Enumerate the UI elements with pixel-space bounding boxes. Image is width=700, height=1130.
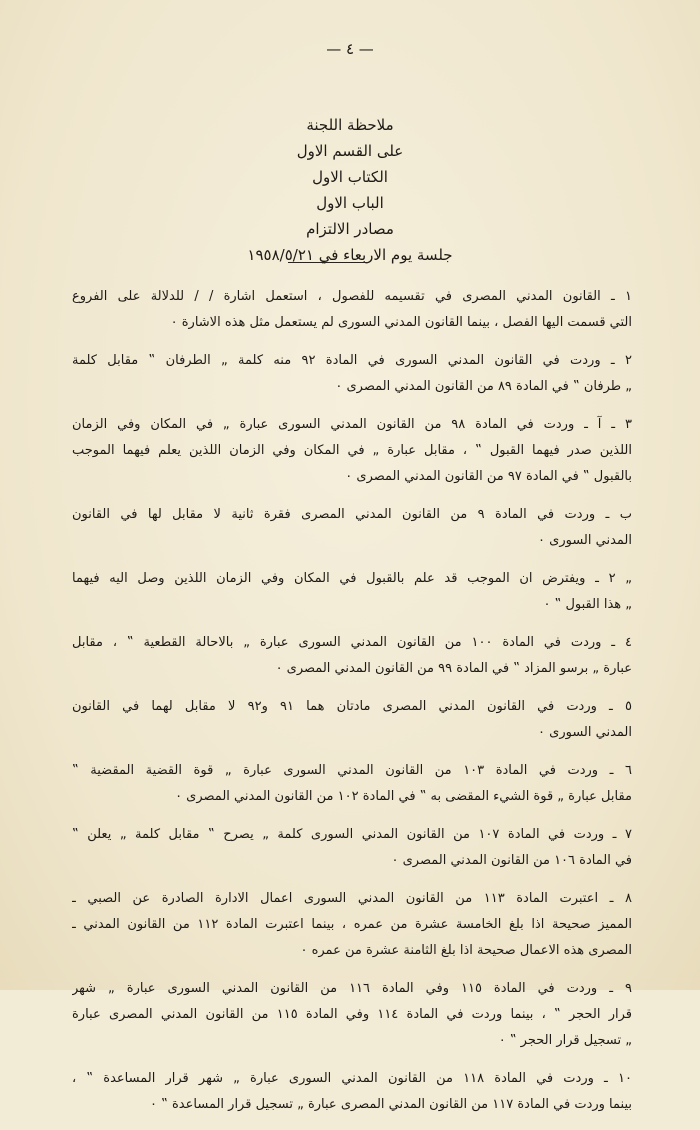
- notes-body: [72, 284, 632, 1130]
- note-line: بينما وردت في المادة ١١٧ من القانون المدني المصرى عبارة „ تسجيل قرار المساعدة ‟ ٠: [150, 1097, 632, 1112]
- note-line: مقابل عبارة „ قوة الشيء المقضى به ‟ في المادة ١٠٢ من القانون المدني المصرى ٠: [175, 789, 632, 804]
- note-line: ١ ـ القانون المدني المصرى في تقسيمه للفصول ، استعمل اشارة / / للدلالة على الفروع: [72, 289, 632, 304]
- note-line: ٦ ـ وردت في المادة ١٠٣ من القانون المدني السورى عبارة „ قوة القضية المقضية ‟: [72, 763, 632, 778]
- note-line: ٣ ـ آ ـ وردت في المادة ٩٨ من القانون المدني السورى عبارة „ في المكان وفي الزمان: [72, 417, 632, 432]
- note-line: ١٠ ـ وردت في المادة ١١٨ من القانون المدني السورى عبارة „ شهر قرار المساعدة ‟ ،: [72, 1071, 632, 1086]
- header-line-section: على القسم الاول: [296, 142, 404, 160]
- note-line: „ طرفان ‟ في المادة ٨٩ من القانون المدني المصرى ٠: [335, 379, 632, 394]
- note-line: ٥ ـ وردت في القانون المدني المصرى مادتان هما ٩١ و٩٢ لا مقابل لهما في القانون: [72, 699, 632, 714]
- note-item: [72, 502, 632, 554]
- note-item: [72, 348, 632, 400]
- note-line: بالقبول ‟ في المادة ٩٧ من القانون المدني المصرى ٠: [345, 469, 632, 484]
- note-item: [72, 822, 632, 874]
- note-item: [72, 566, 632, 618]
- divider-rule: [288, 262, 368, 263]
- note-item: [72, 1066, 632, 1118]
- header-line-chapter: الباب الاول: [316, 194, 384, 212]
- note-item: [72, 976, 632, 1054]
- note-item: [72, 630, 632, 682]
- note-line: قرار الحجر ‟ ، بينما وردت في المادة ١١٤ وفي المادة ١١٥ من القانون المدني المصرى عبارة: [72, 1007, 632, 1022]
- page-number: — ٤ —: [326, 40, 374, 58]
- note-line: ٢ ـ وردت في القانون المدني السورى في المادة ٩٢ منه كلمة „ الطرفان ‟ مقابل كلمة: [72, 353, 632, 368]
- note-line: المدني السورى ٠: [538, 533, 632, 548]
- note-line: التي قسمت اليها الفصل ، بينما القانون المدني السورى لم يستعمل مثل هذه الاشارة ٠: [170, 315, 632, 330]
- note-line: ٨ ـ اعتبرت المادة ١١٣ من القانون المدني السورى اعمال الادارة الصادرة عن الصبي ـ: [72, 891, 632, 906]
- note-line: ٧ ـ وردت في المادة ١٠٧ من القانون المدني السورى كلمة „ يصرح ‟ مقابل كلمة „ يعلن ‟: [72, 827, 632, 842]
- note-line: المميز صحيحة اذا بلغ الخامسة عشرة من عمره ، بينما اعتبرت المادة ١١٢ من القانون المدني ـ: [72, 917, 632, 932]
- header-line-book: الكتاب الاول: [312, 168, 388, 186]
- note-line: عبارة „ برسو المزاد ‟ في المادة ٩٩ من القانون المدني المصرى ٠: [275, 661, 632, 676]
- header-line-committee-note: ملاحظة اللجنة: [306, 116, 394, 134]
- header-block: [0, 112, 700, 268]
- note-item: [72, 886, 632, 964]
- note-line: اللذين صدر فيهما القبول ‟ ، مقابل عبارة „ في المكان وفي الزمان اللذين يعلم فيهما الموجب: [72, 443, 632, 458]
- note-line: „ تسجيل قرار الحجر ‟ ٠: [498, 1033, 632, 1048]
- note-line: المصرى هذه الاعمال صحيحة اذا بلغ الثامنة عشرة من عمره ٠: [300, 943, 632, 958]
- note-line: „ هذا القبول ‟ ٠: [543, 597, 632, 612]
- note-line: ب ـ وردت في المادة ٩ من القانون المدني المصرى فقرة ثانية لا مقابل لها في القانون: [72, 507, 632, 522]
- note-line: ٤ ـ وردت في المادة ١٠٠ من القانون المدني السورى عبارة „ بالاحالة القطعية ‟ ، مقابل: [72, 635, 632, 650]
- header-line-sources: مصادر الالتزام: [306, 220, 394, 238]
- note-line: في المادة ١٠٦ من القانون المدني المصرى ٠: [391, 853, 632, 868]
- note-line: المدني السورى ٠: [538, 725, 632, 740]
- note-item: [72, 694, 632, 746]
- note-item: [72, 758, 632, 810]
- header-line-session-date: جلسة يوم الاربعاء في ١٩٥٨/٥/٢١: [247, 246, 453, 264]
- note-line: ٩ ـ وردت في المادة ١١٥ وفي المادة ١١٦ من القانون المدني السورى عبارة „ شهر: [72, 981, 632, 996]
- note-item: [72, 412, 632, 490]
- note-line: „ ٢ ـ ويفترض ان الموجب قد علم بالقبول في المكان وفي الزمان اللذين وصل اليه فيهما: [72, 571, 632, 586]
- note-item: [72, 284, 632, 336]
